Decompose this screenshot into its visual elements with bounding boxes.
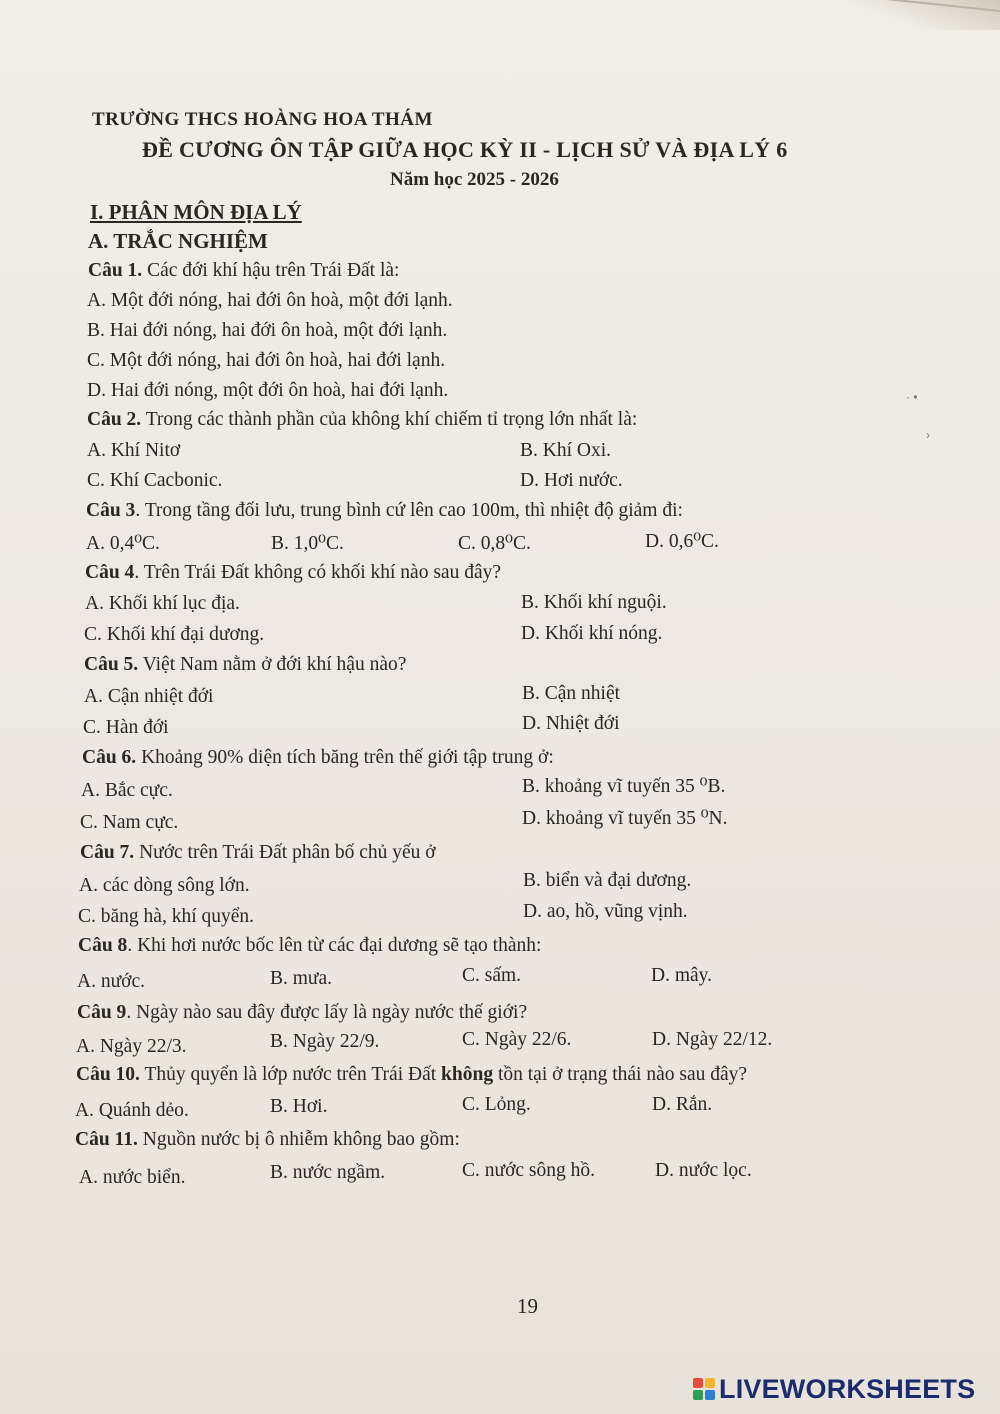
question-9 <box>77 1002 527 1024</box>
q1-option-d: D. Hai đới nóng, một đới ôn hoà, hai đới lạnh. <box>87 380 449 401</box>
liveworksheets-logo[interactable] <box>693 1374 975 1404</box>
question-11 <box>75 1129 460 1151</box>
q7-option-d: D. ao, hồ, vũng vịnh. <box>523 901 688 922</box>
q8-option-d: D. mây. <box>651 965 713 986</box>
stray-arrow-mark: › <box>926 428 930 442</box>
question-text: Trong các thành phần của không khí chiếm tỉ trọng lớn nhất là: <box>141 409 638 430</box>
q4-option-a: A. Khối khí lục địa. <box>85 593 240 614</box>
q5-option-a: A. Cận nhiệt đới <box>84 686 214 707</box>
question-8 <box>78 935 541 957</box>
logo-tile <box>705 1390 715 1400</box>
q5-option-d: D. Nhiệt đới <box>522 713 620 734</box>
q1-option-b: B. Hai đới nóng, hai đới ôn hoà, một đới lạnh. <box>87 320 448 341</box>
logo-text: LIVEWORKSHEETS <box>719 1373 976 1404</box>
question-2 <box>87 409 637 431</box>
q11-option-d: D. nước lọc. <box>655 1160 752 1181</box>
question-text: Việt Nam nằm ở đới khí hậu nào? <box>138 654 407 675</box>
q3-option-b: B. 1,0⁰C. <box>271 533 344 554</box>
logo-tiles-icon <box>693 1378 715 1400</box>
question-7 <box>80 842 436 864</box>
q2-option-b: B. Khí Oxi. <box>520 440 612 461</box>
q9-option-d: D. Ngày 22/12. <box>652 1029 773 1050</box>
logo-tile <box>705 1378 715 1388</box>
q8-option-c: C. sấm. <box>462 965 522 986</box>
q9-option-b: B. Ngày 22/9. <box>270 1031 380 1052</box>
question-4 <box>85 562 501 584</box>
question-label: Câu 9 <box>77 1002 127 1023</box>
q11-option-c: C. nước sông hồ. <box>462 1160 596 1181</box>
question-label: Câu 6. <box>82 747 137 768</box>
q11-option-a: A. nước biển. <box>79 1167 186 1188</box>
question-text-end: tồn tại ở trạng thái nào sau đây? <box>493 1064 748 1085</box>
question-text: Nguồn nước bị ô nhiễm không bao gồm: <box>137 1129 460 1150</box>
question-text: . Khi hơi nước bốc lên từ các đại dương sẽ tạo thành: <box>127 935 542 956</box>
question-label: Câu 7. <box>80 842 135 863</box>
question-5 <box>84 654 406 676</box>
q8-option-a: A. nước. <box>77 971 145 992</box>
q4-option-d: D. Khối khí nóng. <box>521 623 663 644</box>
section-heading: I. PHÂN MÔN ĐỊA LÝ <box>90 200 302 224</box>
question-label: Câu 11. <box>75 1129 138 1150</box>
q1-option-c: C. Một đới nóng, hai đới ôn hoà, hai đới lạnh. <box>87 350 446 371</box>
logo-tile <box>693 1390 703 1400</box>
question-label: Câu 10. <box>76 1064 140 1085</box>
q4-option-c: C. Khối khí đại dương. <box>84 624 265 645</box>
question-text: Thủy quyển là lớp nước trên Trái Đất <box>139 1064 442 1085</box>
school-year: Năm học 2025 - 2026 <box>390 169 559 190</box>
q10-option-d: D. Rắn. <box>652 1094 713 1115</box>
question-text: . Trên Trái Đất không có khối khí nào sau đây? <box>134 562 502 583</box>
question-10 <box>76 1064 747 1086</box>
question-label: Câu 8 <box>78 935 128 956</box>
q6-option-d: D. khoảng vĩ tuyến 35 ⁰N. <box>522 808 728 829</box>
question-label: Câu 2. <box>87 409 142 430</box>
q7-option-c: C. băng hà, khí quyển. <box>78 906 255 927</box>
subsection-heading: A. TRẮC NGHIỆM <box>88 229 268 253</box>
q6-option-a: A. Bắc cực. <box>81 780 173 801</box>
page-number: 19 <box>517 1294 538 1318</box>
question-label: Câu 4 <box>85 562 135 583</box>
logo-tile <box>693 1378 703 1388</box>
q3-option-a: A. 0,4⁰C. <box>86 533 160 554</box>
q10-option-b: B. Hơi. <box>270 1096 328 1117</box>
question-text: Các đới khí hậu trên Trái Đất là: <box>142 260 400 281</box>
q10-option-a: A. Quánh dẻo. <box>75 1100 189 1121</box>
q9-option-a: A. Ngày 22/3. <box>76 1036 187 1057</box>
q9-option-c: C. Ngày 22/6. <box>462 1029 572 1050</box>
school-name: TRƯỜNG THCS HOÀNG HOA THÁM <box>92 109 433 130</box>
question-text: . Trong tầng đối lưu, trung bình cứ lên cao 100m, thì nhiệt độ giảm đi: <box>135 500 683 521</box>
q8-option-b: B. mưa. <box>270 968 333 989</box>
question-text: Khoảng 90% diện tích băng trên thế giới tập trung ở: <box>136 747 554 768</box>
document-title: ĐỀ CƯƠNG ÔN TẬP GIỮA HỌC KỲ II - LỊCH SỬ VÀ ĐỊA LÝ 6 <box>142 137 788 162</box>
q11-option-b: B. nước ngầm. <box>270 1162 386 1183</box>
q5-option-c: C. Hàn đới <box>83 717 169 738</box>
q5-option-b: B. Cận nhiệt <box>522 683 621 704</box>
question-label: Câu 3 <box>86 500 136 521</box>
question-6 <box>82 747 554 769</box>
q2-option-a: A. Khí Nitơ <box>87 440 181 461</box>
question-emphasis: không <box>441 1064 494 1085</box>
question-text: Nước trên Trái Đất phân bố chủ yếu ở <box>134 842 436 863</box>
q6-option-c: C. Nam cực. <box>80 812 179 833</box>
q1-option-a: A. Một đới nóng, hai đới ôn hoà, một đới lạnh. <box>87 290 453 311</box>
question-3 <box>86 500 683 522</box>
page-corner-shadow <box>850 0 1000 30</box>
question-1 <box>88 260 399 282</box>
stray-dot-mark: · • <box>906 390 918 404</box>
q4-option-b: B. Khối khí nguội. <box>521 592 667 613</box>
q3-option-d: D. 0,6⁰C. <box>645 531 719 552</box>
question-label: Câu 5. <box>84 654 139 675</box>
q7-option-a: A. các dòng sông lớn. <box>79 875 250 896</box>
question-text: . Ngày nào sau đây được lấy là ngày nước thế giới? <box>126 1002 528 1023</box>
q6-option-b: B. khoảng vĩ tuyến 35 ⁰B. <box>522 776 726 797</box>
q7-option-b: B. biển và đại dương. <box>523 870 692 891</box>
q2-option-c: C. Khí Cacbonic. <box>87 470 223 491</box>
q2-option-d: D. Hơi nước. <box>520 470 623 491</box>
q3-option-c: C. 0,8⁰C. <box>458 533 531 554</box>
q10-option-c: C. Lỏng. <box>462 1094 531 1115</box>
question-label: Câu 1. <box>88 260 143 281</box>
